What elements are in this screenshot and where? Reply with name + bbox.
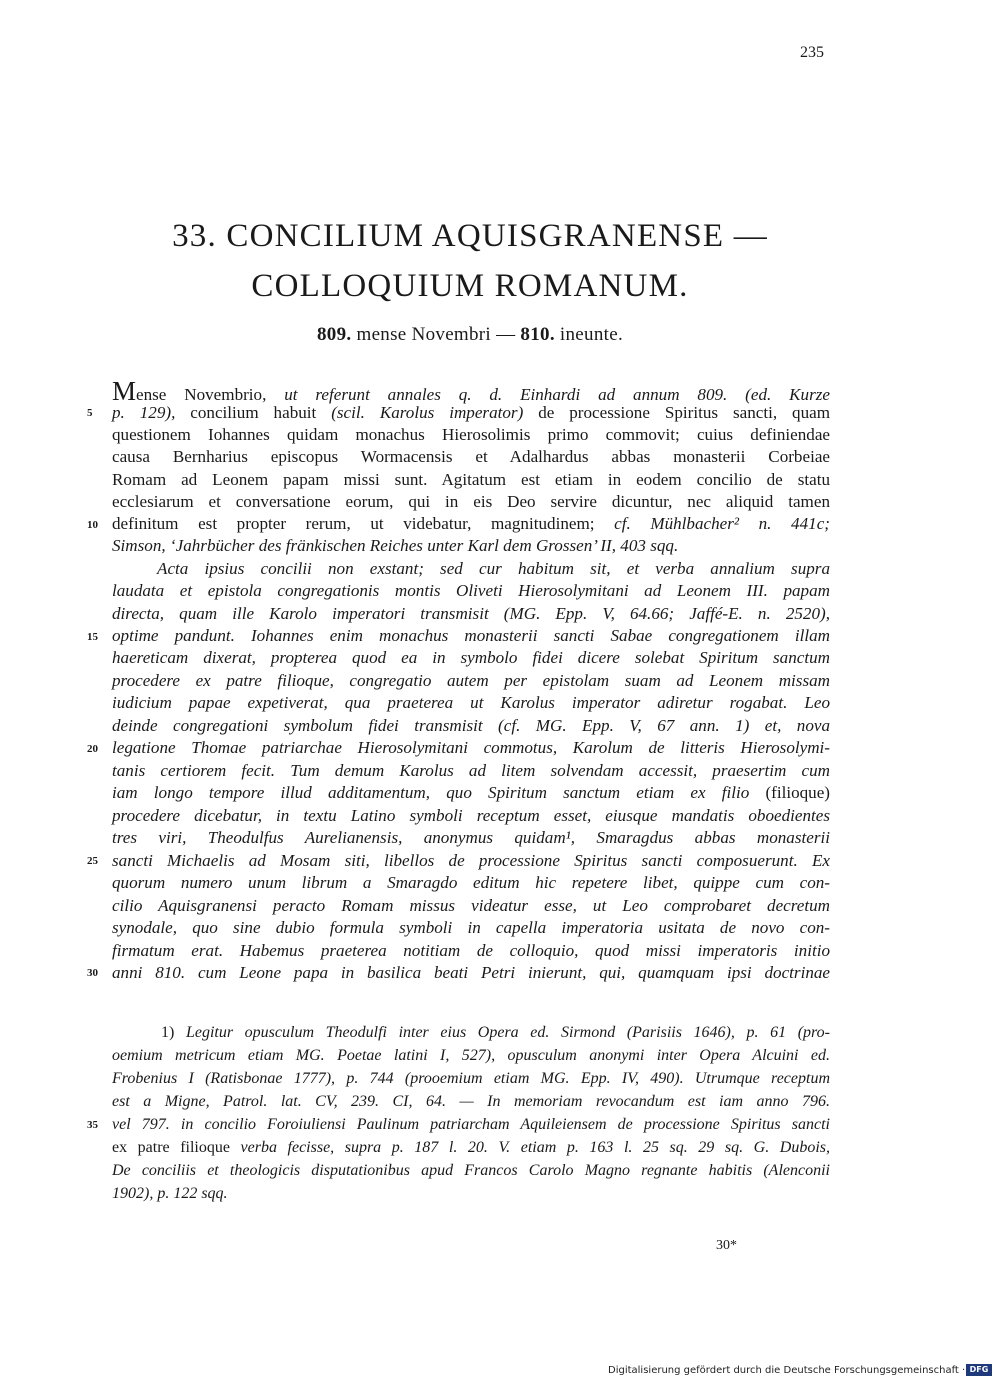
text-segment: 1) bbox=[161, 1024, 186, 1041]
body-line bbox=[112, 535, 830, 557]
page-number: 235 bbox=[800, 44, 824, 61]
text-segment: causa Bernharius episcopus Wormacensis et Adalhardus abbas monasterii Corbeiae bbox=[112, 447, 830, 466]
body-line bbox=[112, 580, 830, 602]
text-segment: firmatum erat. Habemus praeterea notitiam de colloquio, quod missi imperatoris initio bbox=[112, 941, 830, 960]
text-segment: ut referunt annales q. d. Einhardi ad annum 809. (ed. Kurze bbox=[284, 385, 830, 404]
text-segment: Legitur opusculum Theodulfi inter eius Opera ed. Sirmond (Parisiis 1646), p. 61 (pro- bbox=[185, 1024, 831, 1041]
body-line bbox=[112, 692, 830, 714]
body-line bbox=[112, 491, 830, 513]
signature-mark: 30* bbox=[716, 1238, 737, 1253]
footnote-line bbox=[112, 1091, 830, 1113]
text-segment: procedere dicebatur, in textu Latino symboli receptum esset, eiusque mandatis oboedientes bbox=[112, 806, 830, 825]
body-line bbox=[112, 647, 830, 669]
chapter-title-line-2: COLLOQUIUM ROMANUM. bbox=[251, 268, 689, 304]
text-segment: vel 797. in concilio Foroiuliensi Paulinum patriarcham Aquileiensem de processione Spiritus sancti bbox=[112, 1116, 830, 1133]
digitization-credit: Digitalisierung gefördert durch die Deutsche Forschungsgemeinschaft · bbox=[608, 1365, 966, 1376]
date-line bbox=[110, 324, 830, 346]
text-segment: definitum est propter rerum, ut videbatur, magnitudinem; bbox=[112, 514, 615, 533]
body-line bbox=[112, 715, 830, 737]
text-segment: tanis certiorem fecit. Tum demum Karolus ad litem solvendam accessit, praesertim cum bbox=[112, 761, 830, 780]
text-segment: questionem Iohannes quidam monachus Hierosolimis primo commovit; cuius definiendae bbox=[112, 425, 830, 444]
body-line bbox=[112, 850, 830, 872]
text-segment: ecclesiarum et conversatione eorum, qui in eis Deo servire dicuntur, nec aliquid tamen bbox=[112, 492, 830, 511]
text-segment: anni 810. cum Leone papa in basilica beati Petri inierunt, qui, quamquam ipsi doctrinae bbox=[112, 963, 830, 982]
text-segment: iam longo tempore illud additamentum, quo Spiritum sanctum etiam ex filio bbox=[112, 783, 750, 802]
body-line bbox=[112, 782, 830, 804]
body-line bbox=[112, 760, 830, 782]
text-segment: optime pandunt. Iohannes enim monachus monasterii sancti Sabae congregationem illam bbox=[112, 626, 830, 645]
text-segment: Romam ad Leonem papam missi sunt. Agitatum est etiam in eodem concilio de statu bbox=[112, 470, 830, 489]
text-segment: est a Migne, Patrol. lat. CV, 239. CI, 64. — In memoriam revocandum est iam anno 796. bbox=[112, 1093, 830, 1110]
margin-line-number: 5 bbox=[87, 407, 93, 419]
date-year-1: 809. bbox=[316, 324, 352, 345]
text-segment: Frobenius I (Ratisbonae 1777), p. 744 (prooemium etiam MG. Epp. IV, 490). Utrumque receptum bbox=[112, 1070, 830, 1087]
text-segment: Simson, ‘Jahrbücher des fränkischen Reiches unter Karl dem Grossen’ II, 403 sqq. bbox=[112, 536, 679, 555]
footnote-line bbox=[112, 1114, 830, 1136]
text-segment: deinde congregationi symbolum fidei transmisit (cf. MG. Epp. V, 67 ann. 1) et, nova bbox=[112, 716, 830, 735]
body-line bbox=[112, 917, 830, 939]
text-segment: ex patre filioque bbox=[112, 1139, 241, 1156]
text-segment: 1902), p. 122 sqq. bbox=[112, 1185, 228, 1202]
body-line bbox=[112, 827, 830, 849]
body-line bbox=[112, 402, 830, 424]
body-line bbox=[112, 625, 830, 647]
body-line bbox=[112, 895, 830, 917]
footnote-line bbox=[112, 1045, 830, 1067]
footnote-line bbox=[112, 1137, 830, 1159]
margin-line-number: 25 bbox=[87, 855, 98, 867]
chapter-title-line-1: 33. CONCILIUM AQUISGRANENSE — bbox=[172, 218, 768, 254]
text-segment: verba fecisse, supra p. 187 l. 20. V. etiam p. 163 l. 25 sq. 29 sq. G. Dubois, bbox=[240, 1139, 830, 1156]
text-segment: concilium habuit bbox=[175, 403, 332, 422]
text-segment: iudicium papae expetiverat, qua praeterea ut Karolus imperator adiretur rogabat. Leo bbox=[112, 693, 830, 712]
body-line bbox=[112, 603, 830, 625]
date-year-2: 810. bbox=[520, 324, 555, 345]
footnote-line bbox=[112, 1068, 830, 1090]
footnote-line bbox=[161, 1022, 830, 1044]
text-segment: (scil. Karolus imperator) bbox=[331, 403, 524, 422]
body-line bbox=[112, 424, 830, 446]
date-text-1: mense Novembri — bbox=[351, 324, 521, 345]
margin-line-number: 20 bbox=[87, 743, 98, 755]
body-line bbox=[112, 513, 830, 535]
body-line bbox=[112, 940, 830, 962]
body-line bbox=[112, 469, 830, 491]
body-line bbox=[112, 872, 830, 894]
date-text-2: ineunte. bbox=[554, 324, 623, 345]
margin-line-number: 10 bbox=[87, 519, 98, 531]
margin-line-number: 35 bbox=[87, 1119, 98, 1131]
text-segment: synodale, quo sine dubio formula symboli in capella imperatoria usitata de novo con- bbox=[112, 918, 830, 937]
text-segment: laudata et epistola congregationis montis Oliveti Hierosolymitani ad Leonem III. papam bbox=[112, 581, 830, 600]
text-segment: p. 129), bbox=[112, 403, 176, 422]
dfg-logo: DFG bbox=[966, 1364, 992, 1376]
text-segment: haereticam dixerat, propterea quod ea in symbolo fidei dicere solebat Spiritum sanctum bbox=[112, 648, 830, 667]
text-segment: procedere ex patre filioque, congregatio autem per epistolam suam ad Leonem missam bbox=[112, 671, 830, 690]
text-segment: de processione Spiritus sancti, quam bbox=[523, 403, 831, 422]
margin-line-number: 30 bbox=[87, 967, 98, 979]
margin-line-number: 15 bbox=[87, 631, 98, 643]
footnote-line bbox=[112, 1160, 830, 1182]
body-line bbox=[112, 962, 830, 984]
text-segment: cf. Mühlbacher² n. 441c; bbox=[614, 514, 830, 533]
body-line bbox=[112, 446, 830, 468]
text-segment: directa, quam ille Karolo imperatori transmisit (MG. Epp. V, 64.66; Jaffé-E. n. 2520), bbox=[112, 604, 830, 623]
text-segment: tres viri, Theodulfus Aurelianensis, anonymus quidam¹, Smaragdus abbas monasterii bbox=[112, 828, 830, 847]
text-segment: legatione Thomae patriarchae Hierosolymitani commotus, Karolum de litteris Hierosolymi- bbox=[112, 738, 830, 757]
text-segment: De conciliis et theologicis disputationibus apud Francos Carolo Magno regnante habitis (Alenconii bbox=[112, 1162, 830, 1179]
text-segment: sancti Michaelis ad Mosam siti, libellos de processione Spiritus sancti composuerunt. Ex bbox=[112, 851, 830, 870]
body-line bbox=[112, 805, 830, 827]
text-segment: oemium metricum etiam MG. Poetae latini I, 527), opusculum anonymi inter Opera Alcuini ed. bbox=[112, 1047, 830, 1064]
text-segment: cilio Aquisgranensi peracto Romam missus videatur esse, ut Leo comprobaret decretum bbox=[112, 896, 830, 915]
text-segment: Acta ipsius concilii non exstant; sed cur habitum sit, et verba annalium supra bbox=[157, 559, 830, 578]
footnote-line bbox=[112, 1183, 830, 1205]
text-segment: ense Novembrio, bbox=[136, 385, 285, 404]
text-segment: (filioque) bbox=[749, 783, 831, 802]
text-segment: quorum numero unum librum a Smaragdo editum hic repetere libet, quippe cum con- bbox=[112, 873, 830, 892]
drop-cap: M bbox=[112, 376, 137, 406]
body-line bbox=[112, 670, 830, 692]
body-line bbox=[112, 737, 830, 759]
body-line bbox=[157, 558, 830, 580]
